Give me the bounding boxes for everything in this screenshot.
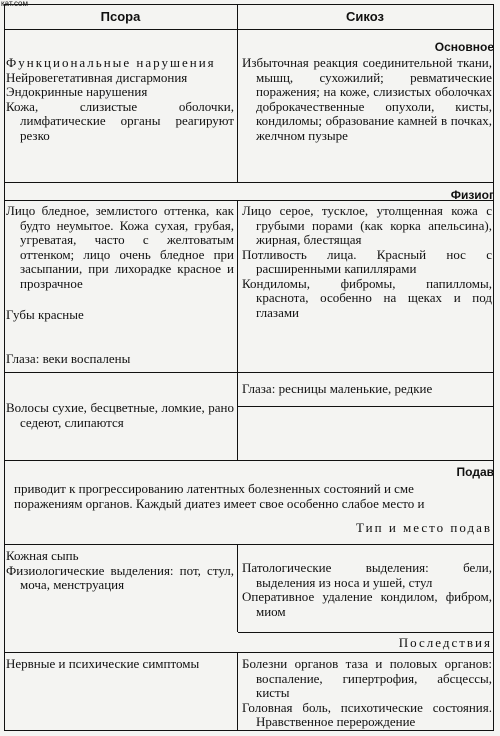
cell-line: Волосы сухие, бесцветные, ломкие, рано седеют, слипаются [6,400,234,430]
table-border-top [4,4,494,5]
cell-line: Эндокринные нарушения [6,84,148,99]
cell-line: Нейровегетативная дисгармония [6,69,188,85]
column-header-psora: Псора [100,9,141,24]
corner-label: кат.сом [1,0,28,8]
table-border-left [4,4,5,731]
section-label-fiziog: Физиог [450,188,494,202]
cell-psora-physio [6,204,234,430]
cell-line: Кондиломы, фибромы, папилломы, краснота, особенно на щеках и под глазами [242,275,492,320]
row-rule-eyes-right [238,406,493,407]
cell-line: Лицо бледное, землистого оттенка, как будто неумытое. Кожа сухая, грубая, угреватая, часто с желтоватым оттенком; лицо очень бледное при засыпании, при лихорадке красное и прозрачное [6,203,234,291]
cell-line: Глаза: веки воспалены [6,350,131,366]
cell-line: Оперативное удаление кондилом, фибром, миом [242,589,492,619]
podav-paragraph: приводит к прогрессированию латентных болезненных состояний и сме поражениям органов. Каждый диатез имеет свое особенно слабое место и [14,481,425,511]
cell-line: Потливость лица. Красный нос с расширенными капиллярами [242,246,492,276]
cell-line: Лицо серое, тусклое, утолщенная кожа с грубыми порами (как корка апельсина), жирная, блестящая [242,203,492,247]
cell-line: Физиологические выделения: пот, стул, моча, менструация [6,562,234,592]
cell-sikoz-eyes [242,382,492,397]
section-rule [4,200,494,201]
cell-line: Нервные и психические симптомы [6,656,200,671]
section-rule [4,544,494,545]
column-divider [237,652,238,731]
cell-sikoz-type [242,561,492,619]
header-divider [4,29,494,30]
cell-sikoz-main [242,56,492,143]
table-border-right [493,4,494,731]
section-rule [4,652,494,653]
cell-sikoz-consequence [242,657,492,730]
cell-line: Губы красные [6,307,84,322]
column-divider [237,544,238,632]
cell-line: Функциональные нарушения [6,55,216,70]
section-label-podav: Подав [456,465,494,479]
cell-line: Кожная сыпь [6,548,79,563]
section-label-osnovnoe: Основное [434,40,494,54]
cell-psora-consequence [6,657,234,672]
cell-sikoz-physio [242,204,492,320]
section-rule-right [238,632,493,633]
comparison-table [4,4,494,734]
section-label-posledstvia: Последствия [398,635,492,650]
cell-line: Кожа, слизистые оболочки, лимфатические органы реагируют резко [6,98,234,143]
row-rule-eyes [4,372,494,373]
cell-psora-main [6,56,234,143]
cell-psora-type [6,549,234,593]
cell-line: Избыточная реакция соединительной ткани, мышц, сухожилий; ревматические поражения; на коже, слизистых оболочках доброкачественные опухоли, кисты, кондиломы; образование камней в почках, желчном пузыре [242,55,492,143]
section-rule [4,460,494,461]
column-divider [237,4,238,182]
cell-line: Головная боль, психотические состояния. Нравственное перерождение [242,699,492,729]
section-rule [4,182,494,183]
table-border-bottom [4,730,494,731]
cell-line: Глаза: ресницы маленькие, редкие [242,381,433,396]
column-divider [237,200,238,460]
cell-line: Болезни органов таза и половых органов: воспаление, гипертрофия, абсцессы, кисты [242,656,492,700]
column-header-sikoz: Сикоз [346,9,384,24]
section-label-tip-mesto: Тип и место подав [356,520,492,535]
cell-line: Патологические выделения: бели, выделения из носа и ушей, стул [242,560,492,590]
